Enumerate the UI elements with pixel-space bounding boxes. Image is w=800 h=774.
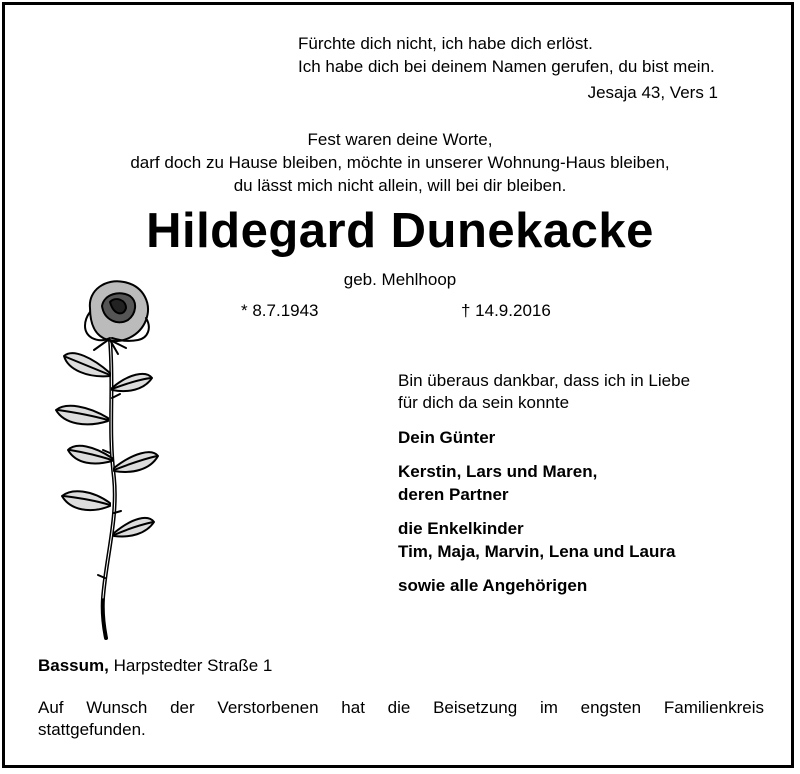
birth-date: * 8.7.1943 [241,301,319,320]
grandchildren-line-1: die Enkelkinder [398,519,524,538]
gratitude-line-2: für dich da sein konnte [398,393,570,412]
mourners-list [398,426,675,608]
address [38,656,272,676]
poem-line-2: darf doch zu Hause bleiben, möchte in unserer Wohnung-Haus bleiben, [130,153,670,172]
bible-verse [298,32,715,78]
death-date: † 14.9.2016 [461,301,551,320]
gratitude-text [398,370,690,414]
mourner-grandchildren [398,517,675,563]
mourner-husband: Dein Günter [398,428,496,447]
poem [0,128,800,197]
deceased-name: Hildegard Dunekacke [146,204,654,258]
notice-line-1: Auf Wunsch der Verstorbenen hat die Beisetzung im engsten Familienkreis [38,698,764,717]
verse-source: Jesaja 43, Vers 1 [587,83,718,102]
gratitude-line-1: Bin überaus dankbar, dass ich in Liebe [398,371,691,390]
rose-icon [48,278,163,643]
maiden-name: geb. Mehlhoop [343,270,457,289]
verse-line-1: Fürchte dich nicht, ich habe dich erlöst. [298,34,593,53]
children-line-2: deren Partner [398,485,509,504]
notice-line-2: stattgefunden. [38,720,146,739]
address-city: Bassum, [38,656,109,675]
children-line-1: Kerstin, Lars und Maren, [398,462,598,481]
address-street: Harpstedter Straße 1 [113,656,273,675]
mourner-others: sowie alle Angehörigen [398,576,588,595]
poem-line-3: du lässt mich nicht allein, will bei dir bleiben. [233,176,567,195]
poem-line-1: Fest waren deine Worte, [307,130,493,149]
grandchildren-line-2: Tim, Maja, Marvin, Lena und Laura [398,542,676,561]
burial-notice [38,697,764,741]
mourner-children [398,460,675,506]
verse-line-2: Ich habe dich bei deinem Namen gerufen, du bist mein. [298,57,715,76]
